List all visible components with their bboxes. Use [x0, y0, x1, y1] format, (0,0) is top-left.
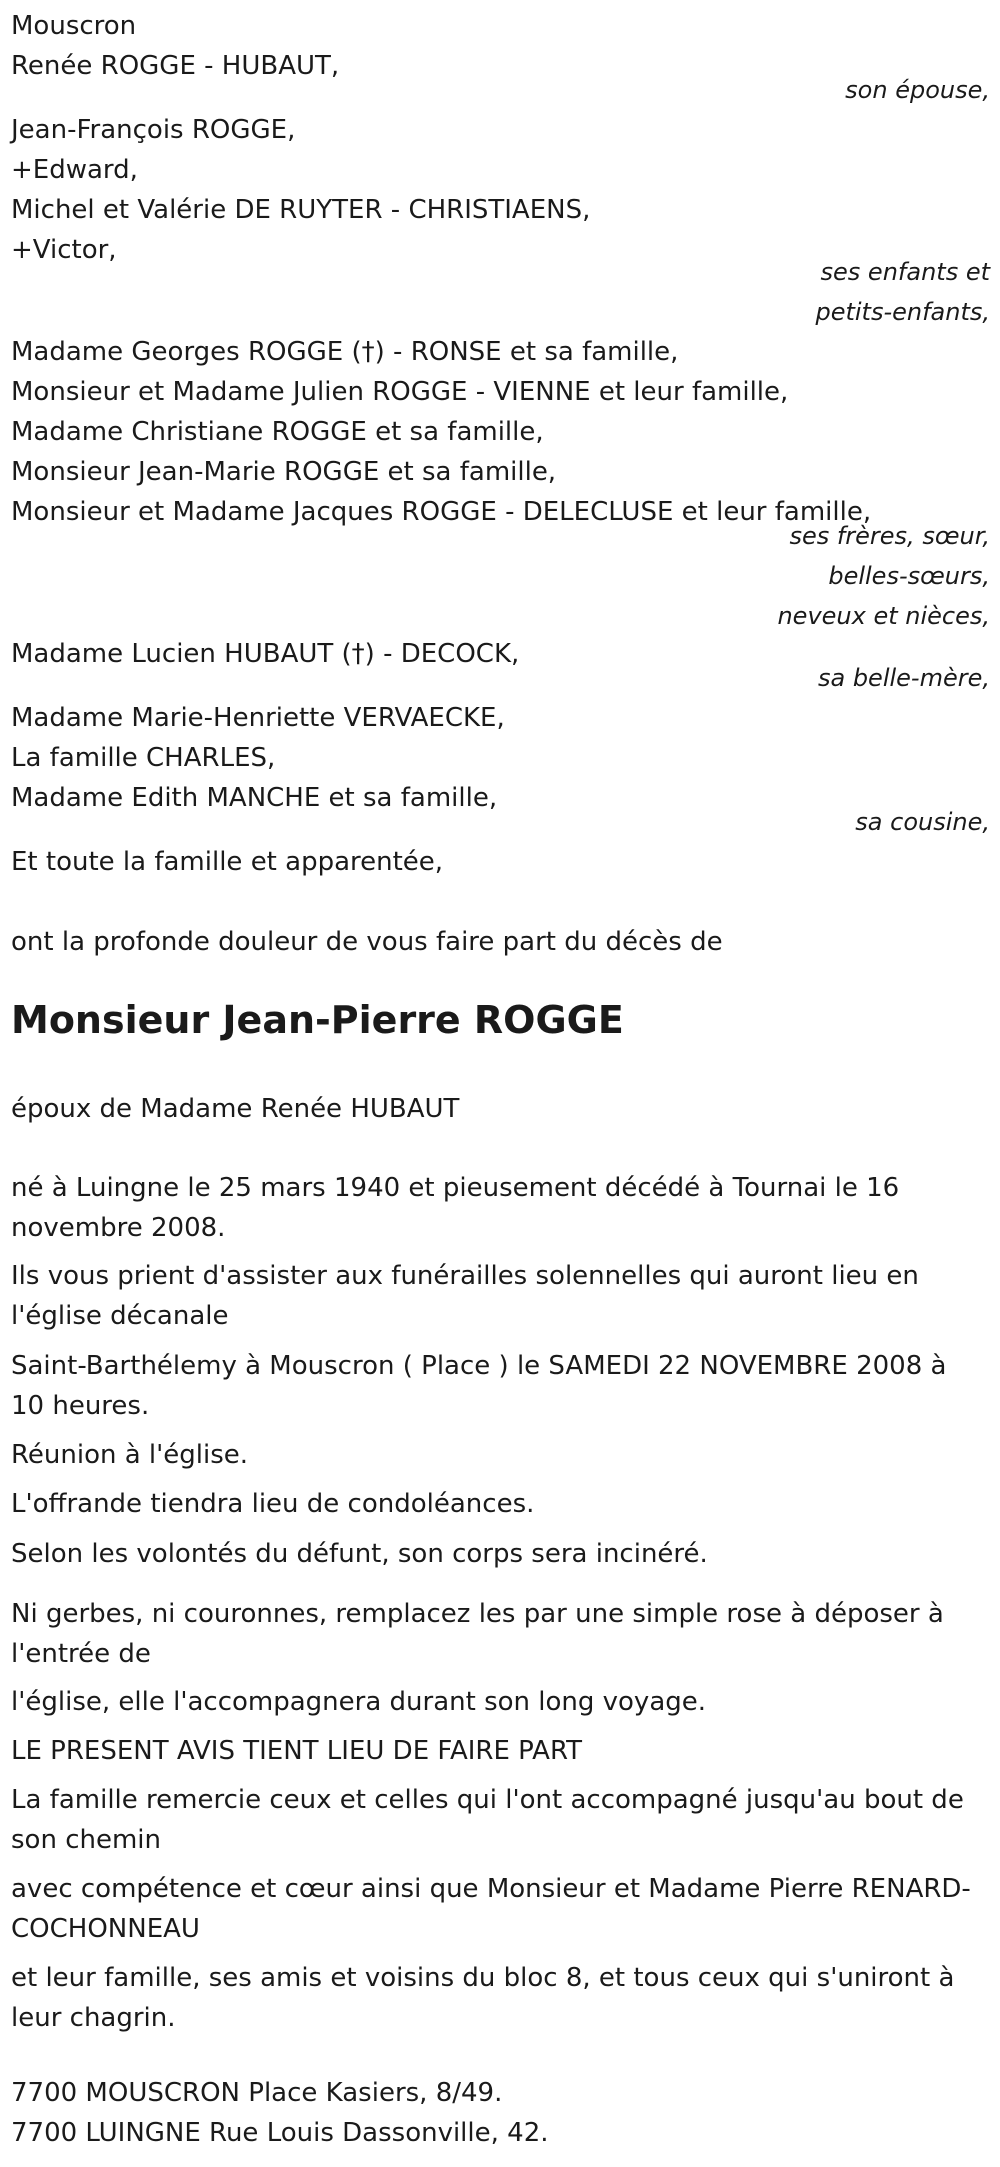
spouse-name: Renée ROGGE - HUBAUT,: [11, 51, 340, 81]
spouse-line: époux de Madame Renée HUBAUT: [11, 1094, 460, 1124]
sibling-name: Monsieur et Madame Julien ROGGE - VIENNE et leur famille,: [11, 377, 789, 407]
announcement-intro: ont la profonde douleur de vous faire part du décès de: [11, 927, 723, 957]
mother-in-law-name: Madame Lucien HUBAUT (†) - DECOCK,: [11, 639, 520, 669]
siblings-role: neveux et nièces,: [777, 602, 990, 630]
paragraph-thanks-end: et leur famille, ses amis et voisins du bloc 8, et tous ceux qui s'uniront à leur chagrin.: [11, 1963, 955, 2033]
address-line: 7700 LUINGNE Rue Louis Dassonville, 42.: [11, 2118, 549, 2148]
deceased-name: Monsieur Jean-Pierre ROGGE: [11, 998, 624, 1042]
sibling-name: Madame Georges ROGGE (†) - RONSE et sa famille,: [11, 337, 679, 367]
city-header: Mouscron: [11, 11, 137, 41]
address-line: 7700 MOUSCRON Place Kasiers, 8/49.: [11, 2078, 503, 2108]
all-family-line: Et toute la famille et apparentée,: [11, 847, 444, 877]
mother-in-law-role: sa belle-mère,: [817, 664, 990, 692]
paragraph-thanks-continued: avec compétence et cœur ainsi que Monsieur et Madame Pierre RENARD-COCHONNEAU: [11, 1874, 971, 1944]
paragraph-notice: LE PRESENT AVIS TIENT LIEU DE FAIRE PART: [11, 1736, 583, 1766]
paragraph-birth-death: né à Luingne le 25 mars 1940 et pieusement décédé à Tournai le 16 novembre 2008.: [11, 1173, 900, 1243]
child-name: +Victor,: [11, 235, 117, 265]
paragraph-condolences: L'offrande tiendra lieu de condoléances.: [11, 1489, 535, 1519]
children-role: petits-enfants,: [815, 298, 990, 326]
child-name: Michel et Valérie DE RUYTER - CHRISTIAENS,: [11, 195, 591, 225]
cousin-name: Madame Marie-Henriette VERVAECKE,: [11, 703, 505, 733]
cousins-role: sa cousine,: [855, 808, 990, 836]
paragraph-cremation: Selon les volontés du défunt, son corps sera incinéré.: [11, 1539, 708, 1569]
paragraph-flowers: Ni gerbes, ni couronnes, remplacez les par une simple rose à déposer à l'entrée de: [11, 1599, 944, 1669]
child-name: Jean-François ROGGE,: [11, 115, 296, 145]
sibling-name: Monsieur Jean-Marie ROGGE et sa famille,: [11, 457, 557, 487]
siblings-role: belles-sœurs,: [828, 562, 990, 590]
paragraph-funeral: Ils vous prient d'assister aux funérailles solennelles qui auront lieu en l'église décanale: [11, 1261, 919, 1331]
paragraph-thanks: La famille remercie ceux et celles qui l'ont accompagné jusqu'au bout de son chemin: [11, 1785, 964, 1855]
sibling-name: Monsieur et Madame Jacques ROGGE - DELECLUSE et leur famille,: [11, 497, 872, 527]
paragraph-voyage: l'église, elle l'accompagnera durant son long voyage.: [11, 1687, 707, 1717]
sibling-name: Madame Christiane ROGGE et sa famille,: [11, 417, 544, 447]
spouse-role: son épouse,: [845, 76, 990, 104]
paragraph-church-date: Saint-Barthélemy à Mouscron ( Place ) le SAMEDI 22 NOVEMBRE 2008 à 10 heures.: [11, 1351, 947, 1421]
child-name: +Edward,: [11, 155, 138, 185]
cousin-name: Madame Edith MANCHE et sa famille,: [11, 783, 498, 813]
children-role: ses enfants et: [820, 258, 990, 286]
cousin-name: La famille CHARLES,: [11, 743, 276, 773]
paragraph-meeting: Réunion à l'église.: [11, 1440, 249, 1470]
siblings-role: ses frères, sœur,: [789, 522, 990, 550]
